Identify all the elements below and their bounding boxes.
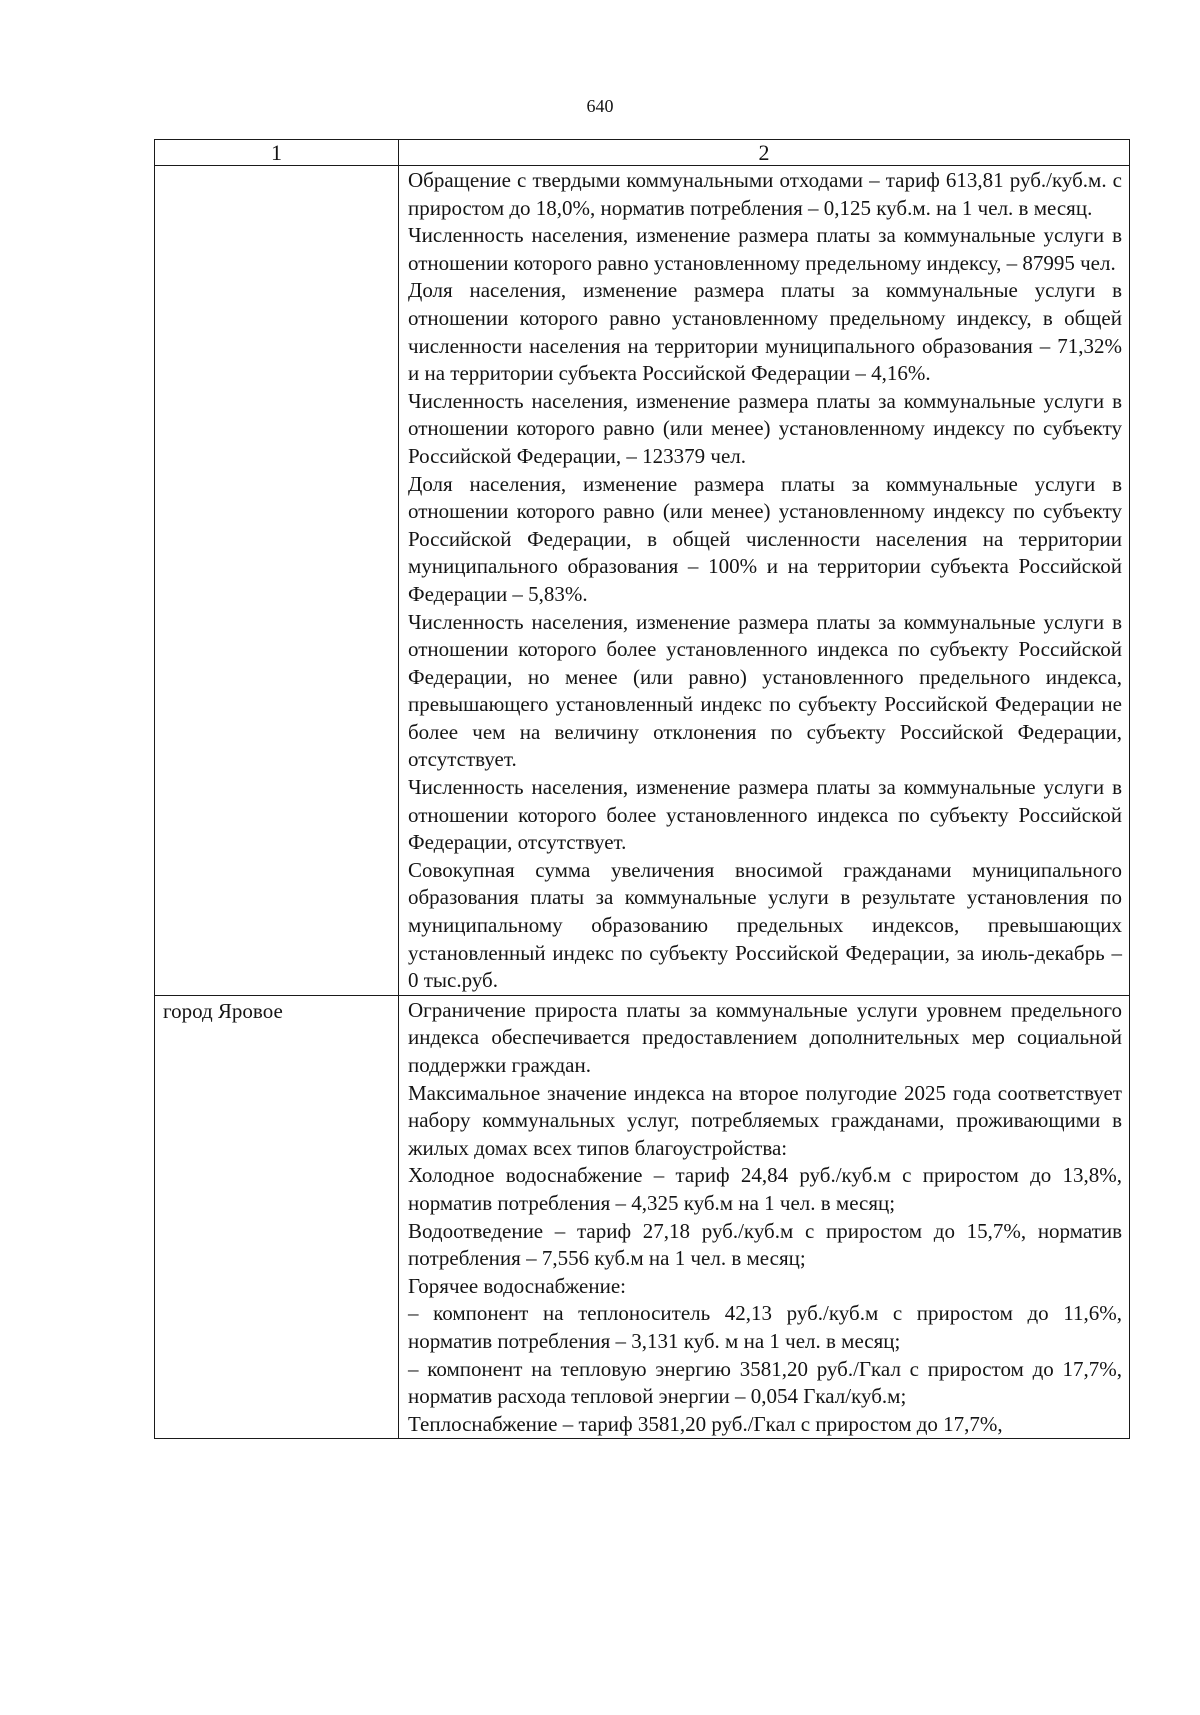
paragraph: – компонент на тепловую энергию 3581,20 руб./Гкал с приростом до 17,7%, норматив расхода тепловой энергии – 0,054 Гкал/куб.м;	[408, 1356, 1122, 1409]
description-cell	[399, 995, 1130, 1439]
paragraph: Максимальное значение индекса на второе полугодие 2025 года соответствует набору коммунальных услуг, потребляемых гражданами, проживающими в жилых домах всех типов благоустройства:	[408, 1080, 1122, 1160]
paragraph: Численность населения, изменение размера платы за коммунальные услуги в отношении которого равно (или менее) установленному индексу по субъекту Российской Федерации, – 123379 чел.	[408, 388, 1122, 468]
paragraph: Доля населения, изменение размера платы за коммунальные услуги в отношении которого равно установленному предельному индексу, в общей численности населения на территории муниципального образования – 71,32% и на территории субъекта Российской Федерации – 4,16%.	[408, 278, 1122, 386]
paragraph: Численность населения, изменение размера платы за коммунальные услуги в отношении которого более установленного индекса по субъекту Российской Федерации, отсутствует.	[408, 775, 1122, 855]
paragraph: – компонент на теплоноситель 42,13 руб./куб.м с приростом до 11,6%, норматив потребления – 3,131 куб. м на 1 чел. в месяц;	[408, 1301, 1122, 1353]
paragraph: Теплоснабжение – тариф 3581,20 руб./Гкал с приростом до 17,7%,	[408, 1411, 1003, 1436]
paragraph: Совокупная сумма увеличения вносимой гражданами муниципального образования платы за коммунальные услуги в результате установления по муниципальному образованию предельных индексов, превышающих установленный индекс по субъекту Российской Федерации, за июль-декабрь – 0 тыс.руб.	[408, 857, 1122, 993]
paragraph: Холодное водоснабжение – тариф 24,84 руб./куб.м с приростом до 13,8%, норматив потребления – 4,325 куб.м на 1 чел. в месяц;	[408, 1163, 1122, 1215]
paragraph: Численность населения, изменение размера платы за коммунальные услуги в отношении которого более установленного индекса по субъекту Российской Федерации, но менее (или равно) установленного предельного индекса, превышающего установленный индекс по субъекту Российской Федерации не более чем на величину отклонения по субъекту Российской Федерации, отсутствует.	[408, 609, 1122, 772]
paragraph: Ограничение прироста платы за коммунальные услуги уровнем предельного индекса обеспечивается предоставлением дополнительных мер социальной поддержки граждан.	[408, 997, 1122, 1077]
paragraph: Водоотведение – тариф 27,18 руб./куб.м с приростом до 15,7%, норматив потребления – 7,556 куб.м на 1 чел. в месяц;	[408, 1218, 1122, 1271]
description-cell	[399, 166, 1130, 996]
table-row	[155, 995, 1130, 1439]
paragraph: Обращение с твердыми коммунальными отходами – тариф 613,81 руб./куб.м. с приростом до 18,0%, норматив потребления – 0,125 куб.м. на 1 чел. в месяц.	[408, 168, 1122, 220]
column-header-1: 1	[155, 140, 399, 166]
municipality-name-cell: город Яровое	[155, 995, 399, 1439]
table-row	[155, 166, 1130, 996]
paragraph: Численность населения, изменение размера платы за коммунальные услуги в отношении которого равно установленному предельному индексу, – 87995 чел.	[408, 223, 1122, 275]
municipality-name-cell	[155, 166, 399, 996]
column-header-2: 2	[399, 140, 1130, 166]
paragraph: Горячее водоснабжение:	[408, 1273, 627, 1298]
table-header-row	[155, 140, 1130, 166]
tariff-table	[154, 139, 1130, 1439]
page-number: 640	[586, 96, 614, 116]
paragraph: Доля населения, изменение размера платы за коммунальные услуги в отношении которого равно (или менее) установленному индексу по субъекту Российской Федерации, в общей численности населения на территории муниципального образования – 100% и на территории субъекта Российской Федерации – 5,83%.	[408, 471, 1122, 606]
